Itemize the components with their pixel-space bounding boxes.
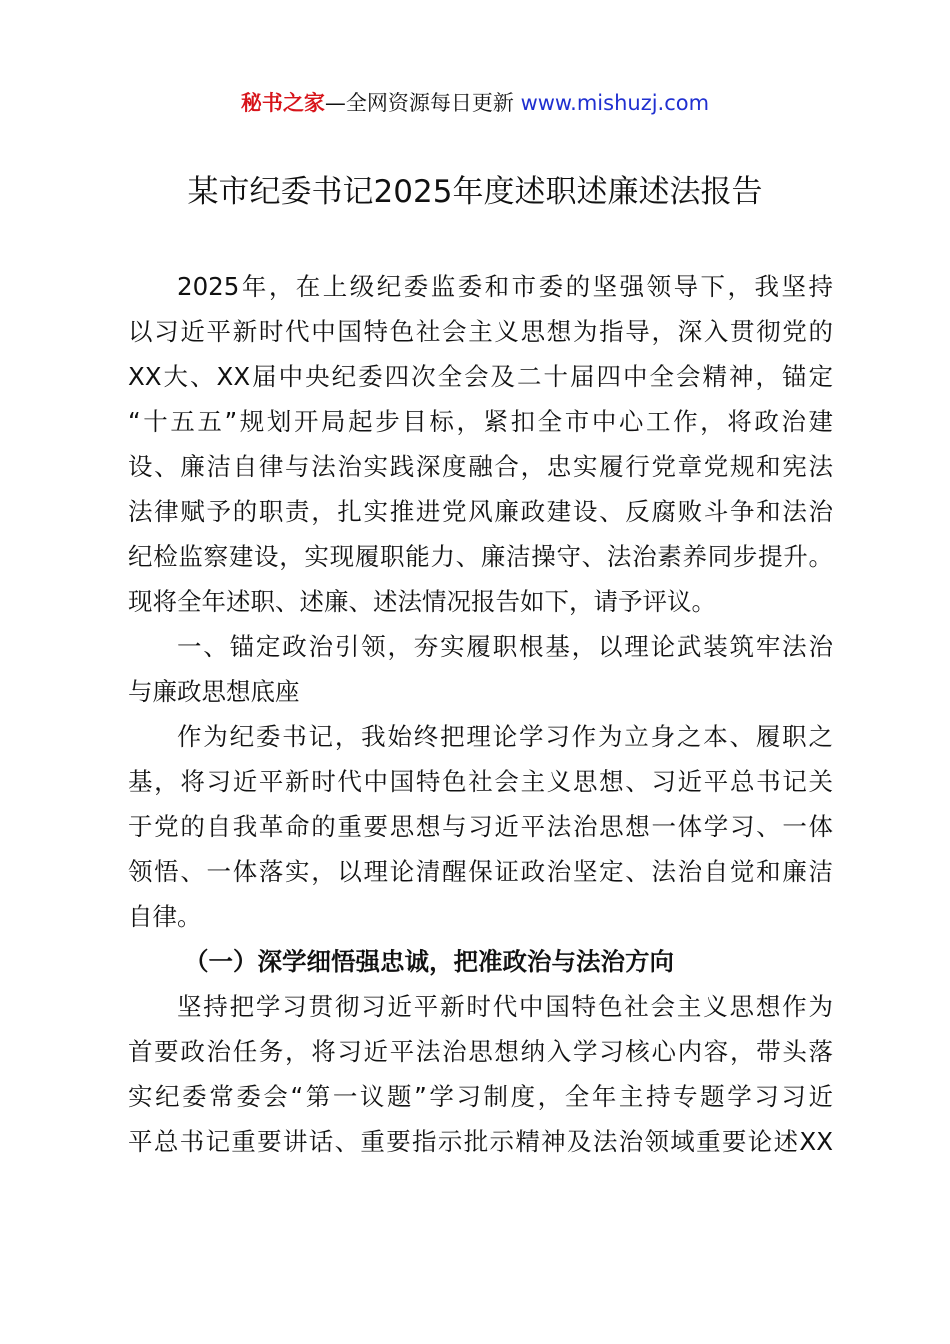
section-heading-line: 与廉政思想底座: [128, 677, 300, 706]
paragraph-line: 于党的自我革命的重要思想与习近平法治思想一体学习、一体: [128, 812, 833, 841]
site-url-link[interactable]: www.mishuzj.com: [520, 91, 710, 115]
paragraph-line: 设、廉洁自律与法治实践深度融合，忠实履行党章党规和宪法: [128, 452, 833, 481]
site-tagline: —全网资源每日更新: [324, 91, 521, 115]
paragraph-line: 平总书记重要讲话、重要指示批示精神及法治领域重要论述XX: [128, 1127, 833, 1156]
paragraph-line: 首要政治任务，将习近平法治思想纳入学习核心内容，带头落: [128, 1037, 833, 1066]
paragraph-line: 基，将习近平新时代中国特色社会主义思想、习近平总书记关: [128, 767, 833, 796]
subsection-heading: （一）深学细悟强忠诚，把准政治与法治方向: [184, 947, 674, 976]
document-body: [128, 264, 833, 1164]
paragraph-line: 自律。: [128, 902, 202, 931]
paragraph-line: 领悟、一体落实，以理论清醒保证政治坚定、法治自觉和廉洁: [128, 857, 833, 886]
paragraph-line: XX大、XX届中央纪委四次全会及二十届四中全会精神，锚定: [128, 362, 833, 391]
document-title: 某市纪委书记2025年度述职述廉述法报告: [187, 174, 763, 210]
paragraph-line: 以习近平新时代中国特色社会主义思想为指导，深入贯彻党的: [128, 317, 833, 346]
site-header: [0, 88, 950, 118]
paragraph-line: 作为纪委书记，我始终把理论学习作为立身之本、履职之: [177, 722, 833, 751]
paragraph-line: 坚持把学习贯彻习近平新时代中国特色社会主义思想作为: [177, 992, 833, 1021]
paragraph-line: “十五五”规划开局起步目标，紧扣全市中心工作，将政治建: [128, 407, 833, 436]
paragraph-line: 实纪委常委会“第一议题”学习制度，全年主持专题学习习近: [128, 1082, 833, 1111]
paragraph-line: 现将全年述职、述廉、述法情况报告如下，请予评议。: [128, 587, 716, 616]
paragraph-line: 法律赋予的职责，扎实推进党风廉政建设、反腐败斗争和法治: [128, 497, 833, 526]
section-heading-line: 一、锚定政治引领，夯实履职根基，以理论武装筑牢法治: [177, 632, 833, 661]
paragraph-line: 2025年，在上级纪委监委和市委的坚强领导下，我坚持: [177, 272, 833, 301]
paragraph-line: 纪检监察建设，实现履职能力、廉洁操守、法治素养同步提升。: [128, 542, 833, 571]
site-brand: 秘书之家: [240, 91, 325, 115]
